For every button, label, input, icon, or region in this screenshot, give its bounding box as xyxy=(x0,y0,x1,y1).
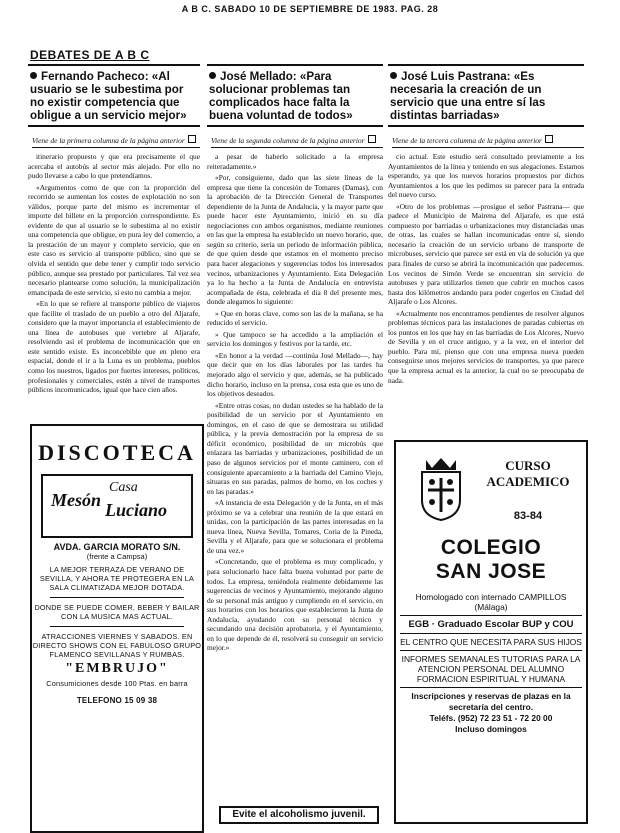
square-icon xyxy=(545,135,553,143)
paragraph: «En honor a la verdad —continúa José Mellado—, hay que decir que en los días laborales por las tardes ha mejorado algo el servicio y que, además, se ha publicado dicho horario, incluso en la prensa, cosa esta que es uno de los objetivos deseados. xyxy=(207,350,383,399)
divider xyxy=(400,615,582,616)
name-line: COLEGIO xyxy=(440,536,542,559)
continuation-note xyxy=(211,135,383,148)
slogan-box: Evite el alcoholismo juvenil. xyxy=(219,806,379,824)
continuation-note xyxy=(392,135,584,148)
discoteca-ad xyxy=(30,424,204,833)
paragraph: itinerario propuesto y que era precisamente el que acercaba el autobús al sector más alejado. Por ello no pudo llevarse a cabo lo que pretendíamos. xyxy=(28,152,200,181)
column-3 xyxy=(388,64,584,434)
centro-text: EL CENTRO QUE NECESITA PARA SUS HIJOS xyxy=(400,637,582,647)
square-icon xyxy=(188,135,196,143)
divider xyxy=(400,633,582,634)
divider xyxy=(400,650,582,651)
name-line: SAN JOSE xyxy=(435,560,547,583)
paragraph: cio actual. Este estudio será consultado previamente a los Ayuntamientos de la línea y teniendo en sus alegaciones. Estamos esperando, ya que los nuevos horarios propuestos por dichos Ayuntamientos a los que les pedimos su parecer para la entrada del nuevo curso. xyxy=(388,152,584,200)
logo-text-bottom: Luciano xyxy=(105,500,168,520)
colegio-details xyxy=(400,592,582,735)
bullet-icon xyxy=(30,72,37,79)
curso-line: ACADEMICO xyxy=(486,474,570,489)
paragraph: «A instancia de esta Delegación y de la Junta, en el más próximo se va a celebrar una reunión de la que estará en unidas, con la participación de las partes interesadas en la nueva línea, Nueva Sevilla, Tomares, Coria de la Pineda, Sevilla y el Aljarafe, para que se solucionara el problema de una vez.» xyxy=(207,498,383,555)
column-2 xyxy=(207,64,383,802)
continuation-text: Viene de la segunda columna de la página anterior xyxy=(211,136,365,145)
years-label: 83-84 xyxy=(513,510,543,522)
homolog-text: Homologado con internado CAMPILLOS (Málaga) xyxy=(415,592,567,612)
square-icon xyxy=(368,135,376,143)
page-header: A B C. SABADO 10 DE SEPTIEMBRE DE 1983. PAG. 28 xyxy=(181,4,439,14)
curso-line: CURSO xyxy=(505,458,551,473)
meson-logo xyxy=(41,474,193,538)
ad-phone: TELEFONO 15 09 38 xyxy=(76,696,158,705)
paragraph: «Actualmente nos encontramos pendientes de resolver algunos problemas técnicos para las instalaciones de paradas cubiertas en los puntos en los que hay en las barriadas de Los Alcores, Nuevo de Sevilla y en el cruce antiguo, y a la vez, en el interior del pueblo. Para mí, pienso que con una empresa nueva pueden conseguirse unos mejores servicios de transportes, ya que parece que la empresa actual es la anterior, la cual no se preocupaba de nada. xyxy=(388,308,584,385)
ad-text: DONDE SE PUEDE COMER, BEBER Y BAILAR CON LA MUSICA MAS ACTUAL. xyxy=(34,603,200,621)
paragraph: «En lo que se refiere al transporte público de viajeros que facilite el traslado de un pueblo a otro del Aljarafe, considero que la mayor importancia el establecimiento de una línea de autobuses que vertebre al Aljarafe, resolviendo así el problema de incomunicación que en este sentido existe. Es inconcebible que en pleno era espacial, donde el ir a la Luna es un problema, pueblos como los nuestros, ligados por fuertes intereses, políticos, profesionales y comerciales, estén a nivel de transportes públicos incomunicados, igual que hace cien años. xyxy=(28,299,200,395)
paragraph: «Concretando, que el problema es muy complicado, y para solucionarlo hace falta buena voluntad por parte de todos. La empresa, teniéndola realmente debidamente las sugerencias de vecinos y Ayuntamiento, mejorando alguno de su personal más antiguo y cumpliendo en el servicio, en sus horarios con los horarios que establecieron la Junta de Andalucía, ayudando con su personal técnico y secundando una decisión aprobatoria, y el Ayuntamiento, en lo que depende de él, resolverá su conseguir un servicio mejor.» xyxy=(207,557,383,653)
article-body xyxy=(28,152,200,395)
headline-3 xyxy=(388,64,584,127)
headline-text: José Luis Pastrana: «Es necesaria la creación de un servicio que una entre sí las distintas barriadas» xyxy=(390,70,546,122)
ad-title: DISCOTECA xyxy=(38,440,196,465)
paragraph: » Que en horas clave, como son las de la mañana, se ha reducido el servicio. xyxy=(207,308,383,328)
section-title: DEBATES DE A B C xyxy=(30,48,150,62)
logo-text-top: Casa xyxy=(109,480,138,495)
paragraph: » Que tampoco se ha accedido a la ampliación el servicio los domingos y festivos por la tarde, etc. xyxy=(207,329,383,349)
paragraph: «Argumentos como de que con la proporción del recorrido se aumentan los costes de explotación no son válidos, porque parte del mismo es incrementar el importe del billete en la proporción correspondiente. Es evidente de que al usuario se le subestima al no existir una competencia que obligue, en pura ley del comercio, a la prestación de un mayor y completo servicio, que en este caso es servicio al transporte público, sino que se olvida el sentido que debe tener y cumplir todo servicio público, aunque sea prestado por particulares. Tal vez sea necesario plantearse como solución, la municipalización emancipada de este servicio, si esto no cambia a mejor. xyxy=(28,182,200,297)
telefono-text: Teléfs. (952) 72 23 51 - 72 20 00 xyxy=(429,713,553,723)
divider xyxy=(400,687,582,688)
paragraph: «Otro de los problemas —prosigue el señor Pastrana— que padece el Municipio de Mairena del Aljarafe, es que está compuesto por barriadas o urbanizaciones muy distanciadas unas de otras, las cuales se hallan incomunicadas entre sí, siendo necesario la creación de un servicio urbano de transporte de microbuses, servicio que parece ser está en vía de solución ya que para finales de curso se abrirá la incomunicación que padecemos. Los vecinos de Simón Verde se encuentran sin servicio de autobuses y para utilizarlos tienen que cubrir en muchos casos hasta dos kilómetros andando para poder cogerlos en Ciudad del Aljarafe o Los Alcores. xyxy=(388,201,584,307)
bullet-icon xyxy=(209,72,216,79)
ad-text: Consumiciones desde 100 Ptas. en barra xyxy=(46,679,188,688)
ad-text: ATRACCIONES VIERNES Y SABADOS. EN DIRECTO SHOWS CON EL FABULOSO GRUPO FLAMENCO SEVILLANAS Y RUMBAS. xyxy=(32,632,202,659)
logo-text-left: Mesón xyxy=(51,490,102,510)
colegio-name xyxy=(396,536,586,584)
curso-label xyxy=(478,458,578,490)
headline-1 xyxy=(28,64,200,127)
bullet-icon xyxy=(390,72,397,79)
continuation-note xyxy=(32,135,200,148)
headline-text: Fernando Pacheco: «Al usuario se le subestima por no existir competencia que obligue a un servicio mejor» xyxy=(30,70,187,122)
colegio-ad xyxy=(394,440,588,824)
headline-text: José Mellado: «Para solucionar problemas tan complicados hace falta la buena voluntad de todos» xyxy=(209,70,353,122)
informes-text: INFORMES SEMANALES TUTORIAS PARA LA ATENCION PERSONAL DEL ALUMNO FORMACION ESPIRITUAL Y HUMANA xyxy=(401,654,581,684)
ad-show-name: "EMBRUJO" xyxy=(65,661,169,676)
article-body xyxy=(207,152,383,653)
divider xyxy=(50,626,184,627)
headline-2 xyxy=(207,64,383,127)
crest-icon xyxy=(416,456,466,522)
continuation-text: Viene de la tercera columna de la página anterior xyxy=(392,136,542,145)
ad-address-sub: (frente a Campsa) xyxy=(86,552,148,561)
paragraph: «Entre otras cosas, no dudan ustedes se ha hablado de la posibilidad de un servicio por el Ayuntamiento en domingos, en el caso de que se demostrara su utilidad pública, y la previa demostración por la empresa de su déficit económico, posibilidad de un microbús que enlazara las barriadas y urbanizaciones, posibilidad de un paso de algunos servicios por el monte caminero, con el consiguiente aparcamiento a la barriada del Camino Viejo, situaras en sus paradas, palmos de horno, en los coches y en las paradas.» xyxy=(207,400,383,496)
domingos-text: Incluso domingos xyxy=(455,724,527,734)
paragraph: a pesar de haberlo solicitado a la empresa reiteradamente.» xyxy=(207,152,383,171)
ad-text: LA MEJOR TERRAZA DE VERANO DE SEVILLA, Y AHORA TE PROTEGERA EN LA SALA CLIMATIZADA MEJOR DOTADA. xyxy=(39,565,195,592)
paragraph: «Por, consiguiente, dado que las siete líneas de la empresa que tiene la concesión de Tomares (Damas), con la aprobación de la Dirección General de Transportes dependiente de la Junta de Andalucía, y la mayor parte que puede hacer este Ayuntamiento, inició en su día negociaciones con ambos organismos, mediante reuniones en las que la empresa ha establecido un nuevo horario, que, según su criterio, sería un período de información pública, de que quien desde que estamos en el momento preciso para hacer alegaciones y sugerencias todos los interesados vecinos, urbanizaciones y Ayuntamiento. Esta Delegación ya lo ha hecho a la Junta de Andalucía en entrevista acompañada de ésta, celebrada el día 8 del presente mes, donde alegamos lo siguiente: xyxy=(207,173,383,307)
divider xyxy=(50,597,184,598)
continuation-text: Viene de la primera columna de la página anterior xyxy=(32,136,185,145)
inscripciones-text: Inscripciones y reservas de plazas en la secretaría del centro. xyxy=(411,691,571,712)
column-1 xyxy=(28,64,200,422)
egb-text: EGB · Graduado Escolar BUP y COU xyxy=(408,619,574,630)
ad-address: AVDA. GARCIA MORATO S/N. xyxy=(53,542,181,552)
article-body xyxy=(388,152,584,385)
